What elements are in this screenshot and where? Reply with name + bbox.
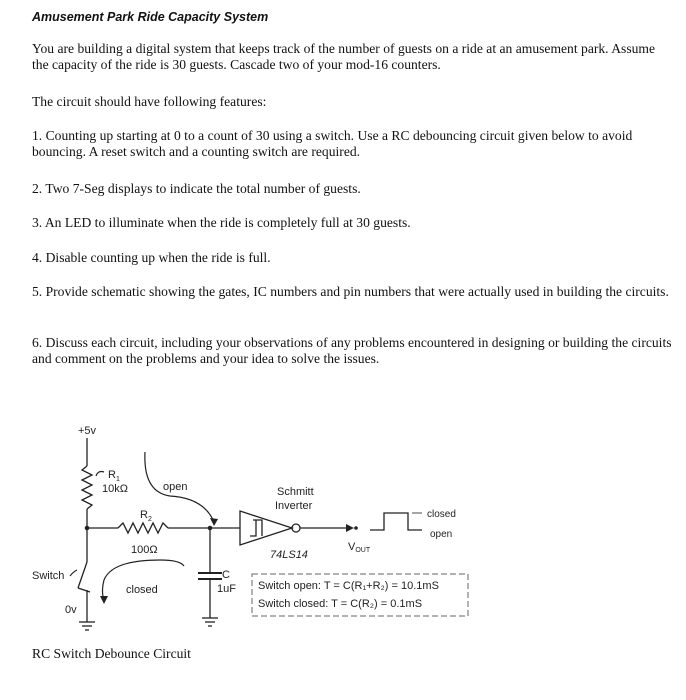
intro-paragraph: You are building a digital system that keeps track of the number of guests on a ride at an amusement park. Assume the capacity of the ride is 30 guests. Cascade two of your mod-16 counters. — [32, 41, 656, 72]
formula-closed: Switch closed: T = C(R₂) = 0.1mS — [258, 598, 423, 610]
closed-path-label: closed — [126, 584, 158, 596]
waveform-closed-label: closed — [427, 509, 456, 520]
switch-pointer — [70, 570, 77, 576]
ground-label: 0v — [65, 604, 77, 616]
r1-pointer-arrow — [96, 472, 104, 477]
feature-item-3: 3. An LED to illuminate when the ride is completely full at 30 guests. — [32, 215, 411, 230]
output-waveform — [370, 513, 422, 530]
feature-item-6: 6. Discuss each circuit, including your observations of any problems encountered in designing or building the circuits and comment on the problems and your idea to solve the issues. — [32, 335, 672, 366]
switch-label: Switch — [32, 570, 65, 582]
feature-item-5: 5. Provide schematic showing the gates, IC numbers and pin numbers that were actually used in building the circuits. — [32, 284, 669, 299]
cap-name: C — [222, 569, 230, 581]
feature-item-4: 4. Disable counting up when the ride is full. — [32, 250, 271, 265]
supply-label: +5v — [78, 425, 97, 437]
rc-debounce-circuit-diagram — [0, 410, 686, 640]
open-path-label: open — [163, 481, 188, 493]
switch-blade-cap — [78, 588, 90, 592]
vout-label: VOUT — [348, 541, 371, 554]
schmitt-label-2: Inverter — [275, 500, 313, 512]
r2-resistor-symbol — [118, 523, 168, 533]
r1-value: 10kΩ — [102, 483, 128, 495]
diagram-caption: RC Switch Debounce Circuit — [32, 646, 191, 661]
output-node — [354, 526, 358, 530]
schmitt-label-1: Schmitt — [277, 486, 314, 498]
waveform-open-label: open — [430, 529, 453, 540]
r2-name: $R_2$ — [140, 509, 152, 523]
formula-open: Switch open: T = C(R₁+R₂) = 10.1mS — [258, 580, 439, 592]
r2-value: 100Ω — [131, 544, 158, 556]
switch-blade — [78, 562, 87, 588]
r1-resistor-symbol — [82, 466, 92, 509]
ic-number-label: 74LS14 — [270, 549, 308, 561]
schmitt-inverter-symbol — [240, 511, 292, 545]
feature-item-1: 1. Counting up starting at 0 to a count of 30 using a switch. Use a RC debouncing circuit given below to avoid bouncing. A reset switch and a counting switch are required. — [32, 128, 633, 159]
hysteresis-icon — [250, 520, 262, 536]
open-arrowhead — [210, 518, 218, 526]
closed-arrowhead — [100, 596, 108, 604]
r1-name: $R_1$ — [108, 469, 120, 483]
page-title: Amusement Park Ride Capacity System — [32, 10, 269, 24]
output-arrowhead — [346, 524, 354, 532]
features-heading: The circuit should have following features: — [32, 94, 267, 109]
feature-item-2: 2. Two 7-Seg displays to indicate the total number of guests. — [32, 181, 361, 196]
cap-value: 1uF — [217, 583, 236, 595]
